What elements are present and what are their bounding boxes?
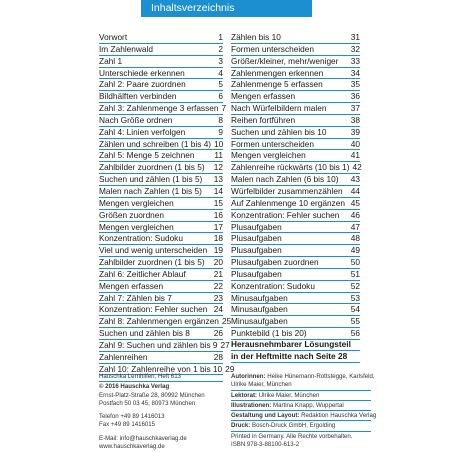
design-label: Gestaltung und Layout: — [231, 412, 300, 420]
toc-entry — [231, 56, 360, 68]
toc-entry — [99, 139, 223, 151]
toc-entry — [99, 245, 223, 257]
toc-entry-page: 8 — [218, 114, 223, 125]
toc-entry-page: 3 — [218, 55, 223, 66]
toc-entry — [231, 162, 360, 174]
toc-entry-page: 43 — [350, 174, 360, 185]
toc-entry-title: Konzentration: Sudoku — [231, 280, 315, 291]
toc-entry-page: 46 — [350, 209, 360, 220]
toc-entry-title: Zahl 3: Zahlenmenge 3 erfassen — [99, 103, 219, 114]
toc-entry-title: Mengen vergleichen — [231, 150, 306, 161]
toc-entry — [99, 316, 232, 328]
toc-entry-page: 52 — [350, 280, 360, 291]
toc-entry — [99, 293, 223, 305]
toc-entry-title: Zahl 8: Zahlenmengen ergänzen — [99, 316, 219, 327]
printed-note: Printed in Germany. Alle Rechte vorbehalten. — [231, 432, 353, 440]
detachable-solutions-note — [231, 339, 360, 363]
toc-entry-title: Zahlenmenge 5 erfassen — [231, 79, 323, 90]
toc-entry — [231, 269, 360, 281]
toc-entry — [99, 186, 223, 198]
toc-entry-title: Suchen und zählen (1 bis 5) — [99, 174, 203, 185]
print-value: Bosch-Druck GmbH, Ergolding — [252, 422, 336, 430]
toc-entry-title: Malen nach Zahlen (6 bis 10) — [231, 174, 339, 185]
toc-entry-title: Plusaufgaben — [231, 221, 282, 232]
toc-entry-title: Plusaufgaben — [231, 245, 282, 256]
toc-entry — [99, 162, 223, 174]
toc-entry-title: Minusaufgaben — [231, 304, 288, 315]
toc-entry-page: 10 — [214, 138, 224, 149]
toc-entry-title: Mengen vergleichen — [99, 197, 174, 208]
toc-entry-title: Zahl 4: Linien verfolgen — [99, 126, 186, 137]
toc-entry-title: Formen unterscheiden — [231, 138, 315, 149]
toc-entry — [231, 139, 360, 151]
toc-entry — [99, 174, 223, 186]
toc-entry — [231, 91, 360, 103]
toc-entry — [99, 328, 223, 340]
toc-entry-title: Suchen und zählen bis 8 — [99, 328, 190, 339]
toc-entry-title: Zahlenreihe rückwärts (10 bis 1) — [231, 162, 350, 173]
toc-entry-title: Plusaufgaben — [231, 268, 282, 279]
toc-entry-title: Größen zuordnen — [99, 209, 165, 220]
toc-entry-page: 1 — [218, 32, 223, 42]
toc-entry-title: Zahl 10: Zahlenreihe von 1 bis 10 — [99, 363, 223, 374]
toc-entry — [231, 222, 360, 234]
imprint-phone: Telefon +49 89 1416013 — [99, 413, 165, 421]
toc-entry — [99, 269, 223, 281]
toc-entry-title: Unterschiede erkennen — [99, 67, 185, 78]
toc-entry-page: 12 — [213, 162, 223, 173]
toc-entry-page: 47 — [350, 221, 360, 232]
toc-entry-title: Formen unterscheiden — [231, 43, 315, 54]
toc-entry-page: 7 — [221, 103, 227, 114]
toc-entry-title: Nach Größe ordnen — [99, 114, 173, 125]
toc-entry — [99, 127, 223, 139]
toc-entry-page: 50 — [350, 257, 360, 268]
toc-entry — [99, 233, 223, 245]
toc-entry — [99, 210, 223, 222]
toc-entry-title: Bildhälften verbinden — [99, 91, 177, 102]
toc-entry-title: Konzentration: Fehler suchen — [231, 209, 340, 220]
detachable-line-2: in der Heftmitte nach Seite 28 — [231, 351, 360, 363]
toc-entry — [99, 79, 223, 91]
toc-entry-page: 39 — [350, 126, 360, 137]
toc-entry-page: 51 — [350, 268, 360, 279]
toc-entry-title: Plusaufgaben zuordnen — [231, 257, 319, 268]
authors-label: Autorinnen: — [231, 373, 266, 380]
toc-entry-title: Plusaufgaben — [231, 233, 282, 244]
toc-entry-title: Zählen und schreiben (1 bis 4) — [99, 138, 212, 149]
toc-entry — [231, 293, 360, 305]
toc-entry — [99, 150, 223, 162]
toc-entry-title: Nach Würfelbildern malen — [231, 103, 327, 114]
toc-entry — [231, 186, 360, 198]
toc-entry-page: 20 — [213, 257, 223, 268]
toc-entry-title: Zahl 1 — [99, 55, 123, 66]
toc-entry-page: 42 — [352, 162, 362, 173]
toc-entry-title: Zahl 9: Suchen und zählen bis 9 — [99, 339, 218, 350]
toc-entry — [99, 304, 223, 316]
toc-left-column — [99, 32, 235, 375]
imprint-fax: Fax +49 89 1416015 — [99, 421, 156, 429]
toc-entry-page: 21 — [213, 268, 223, 279]
editor-value: Ulrike Maier, München — [258, 391, 320, 399]
toc-entry-title: Zahl 2: Paare zuordnen — [99, 79, 186, 90]
toc-entry-title: Größer/kleiner, mehr/weniger — [231, 55, 339, 66]
toc-entry — [231, 79, 360, 91]
toc-entry — [99, 44, 223, 56]
detachable-line-1: Herausnehmbarer Lösungsteil — [231, 339, 360, 351]
toc-entry-title: Zahl 6: Zeitlicher Ablauf — [99, 268, 186, 279]
toc-entry — [99, 257, 223, 269]
toc-entry-page: 56 — [350, 328, 360, 339]
authors-value-2: Ulrike Maier, München — [231, 381, 371, 390]
imprint-series: Hauschka Lernhilfen, Heft 613 — [99, 373, 223, 382]
toc-entry — [231, 150, 360, 162]
toc-entry — [231, 115, 360, 127]
toc-entry — [99, 115, 223, 127]
toc-entry-title: Zahl 5: Menge 5 zeichnen — [99, 150, 195, 161]
toc-entry-title: Viel und wenig unterscheiden — [99, 245, 208, 256]
toc-entry-page: 53 — [350, 292, 360, 303]
toc-entry-page: 19 — [213, 245, 223, 256]
toc-entry-title: Zählen bis 10 — [231, 32, 281, 42]
toc-right-column — [231, 32, 360, 340]
toc-entry-page: 14 — [213, 185, 223, 196]
toc-entry — [99, 103, 227, 115]
toc-entry-page: 6 — [218, 91, 223, 102]
toc-entry-title: Mengen erfassen — [99, 280, 164, 291]
toc-entry-title: Minusaufgaben — [231, 292, 288, 303]
toc-entry — [231, 316, 360, 328]
imprint-address-1: Ernst-Platz-Straße 28, 80992 München — [99, 391, 205, 399]
toc-entry — [99, 281, 223, 293]
toc-entry — [231, 68, 360, 80]
imprint-address-2: Postfach 50 03 45, 80973 München — [99, 399, 196, 407]
toc-entry-title: Malen nach Zahlen (1 bis 5) — [99, 185, 202, 196]
toc-entry-title: Mengen vergleichen — [99, 221, 174, 232]
toc-entry-page: 27 — [220, 339, 230, 350]
design-value: Redaktion Hauschka Verlag — [301, 412, 377, 420]
toc-entry — [99, 68, 223, 80]
toc-entry-page: 45 — [350, 197, 360, 208]
toc-entry — [231, 233, 360, 245]
toc-entry — [231, 281, 360, 293]
toc-entry-page: 49 — [350, 245, 360, 256]
toc-entry-title: Vorwort — [99, 32, 128, 42]
toc-entry — [231, 198, 360, 210]
toc-entry-page: 33 — [350, 55, 360, 66]
toc-entry-page: 15 — [213, 197, 223, 208]
toc-entry-page: 28 — [213, 351, 223, 362]
toc-entry — [231, 257, 360, 269]
toc-entry-page: 2 — [218, 43, 223, 54]
toc-entry-page: 26 — [213, 328, 223, 339]
toc-entry-title: Konzentration: Sudoku — [99, 233, 183, 244]
imprint-publisher — [99, 373, 223, 451]
toc-entry-page: 24 — [213, 304, 223, 315]
authors-value: Heike Hünemann-Rottstegge, Karlsfeld, — [267, 373, 375, 380]
toc-entry-page: 22 — [213, 280, 223, 291]
toc-entry — [231, 174, 360, 186]
toc-entry-page: 31 — [350, 32, 360, 42]
toc-entry — [99, 352, 223, 364]
toc-entry — [231, 210, 360, 222]
toc-entry-page: 54 — [350, 304, 360, 315]
print-label: Druck: — [231, 422, 251, 430]
toc-entry-title: Im Zahlenwald — [99, 43, 153, 54]
toc-entry — [99, 32, 223, 44]
isbn: ISBN 978-3-88100-613-2 — [231, 441, 300, 449]
toc-entry-title: Würfelbilder zusammenzählen — [231, 185, 343, 196]
toc-entry-page: 38 — [350, 114, 360, 125]
toc-entry-page: 16 — [213, 209, 223, 220]
toc-entry-title: Zahlenreihen — [99, 351, 148, 362]
toc-entry-page: 48 — [350, 233, 360, 244]
toc-entry-page: 9 — [218, 126, 223, 137]
toc-entry-title: Konzentration: Fehler suchen — [99, 304, 208, 315]
toc-entry-page: 17 — [213, 221, 223, 232]
toc-entry-title: Mengen erfassen — [231, 91, 296, 102]
section-header — [141, 0, 312, 17]
toc-entry — [99, 222, 223, 234]
toc-entry — [231, 127, 360, 139]
toc-entry-title: Minusaufgaben — [231, 316, 288, 327]
toc-entry-page: 11 — [214, 150, 223, 161]
toc-entry-page: 37 — [350, 103, 360, 114]
toc-entry — [99, 56, 223, 68]
toc-entry-page: 25 — [221, 316, 232, 327]
imprint-copyright: © 2016 Hauschka Verlag — [99, 383, 170, 391]
illustrations-value: Martina Knapp, Wuppertal — [273, 401, 344, 409]
toc-entry-page: 32 — [350, 43, 360, 54]
toc-entry — [99, 339, 230, 352]
toc-entry-page: 29 — [225, 363, 235, 374]
toc-entry-title: Reihen fortführen — [231, 114, 296, 125]
editor-label: Lektorat: — [231, 391, 258, 399]
toc-entry — [231, 103, 360, 115]
illustrations-label: Illustrationen: — [231, 401, 272, 409]
toc-entry-page: 40 — [350, 138, 360, 149]
toc-entry — [231, 44, 360, 56]
toc-entry-page: 41 — [350, 150, 360, 161]
imprint-email[interactable]: E-Mail: info@hauschkaverlag.de — [99, 434, 187, 442]
imprint-credits — [231, 373, 377, 449]
toc-entry-title: Suchen und zählen bis 10 — [231, 126, 327, 137]
toc-entry — [231, 245, 360, 257]
toc-entry-title: Zahlenmengen erkennen — [231, 67, 324, 78]
toc-entry-title: Zahlbilder zuordnen (1 bis 5) — [99, 162, 205, 173]
toc-entry — [99, 91, 223, 103]
toc-entry — [99, 198, 223, 210]
toc-entry-page: 18 — [213, 233, 223, 244]
toc-entry — [231, 304, 360, 316]
toc-entry-page: 35 — [350, 79, 360, 90]
toc-entry-page: 36 — [350, 91, 360, 102]
toc-entry-page: 5 — [218, 79, 223, 90]
toc-entry-page: 55 — [350, 316, 360, 327]
toc-entry-title: Zahlbilder zuordnen (1 bis 5) — [99, 257, 205, 268]
toc-entry-title: Punktebild (1 bis 20) — [231, 328, 307, 339]
toc-entry — [231, 32, 360, 44]
header-title: Inhaltsverzeichnis — [151, 2, 235, 14]
toc-entry-title: Auf Zahlenmenge 10 ergänzen — [231, 197, 345, 208]
toc-entry-title: Zahl 7: Zählen bis 7 — [99, 292, 172, 303]
toc-entry-page: 23 — [213, 292, 223, 303]
toc-entry-page: 44 — [350, 185, 360, 196]
toc-entry-page: 13 — [213, 174, 223, 185]
toc-entry-page: 4 — [218, 67, 223, 78]
imprint-website[interactable]: www.hauschkaverlag.de — [99, 443, 165, 451]
toc-entry-page: 34 — [350, 67, 360, 78]
